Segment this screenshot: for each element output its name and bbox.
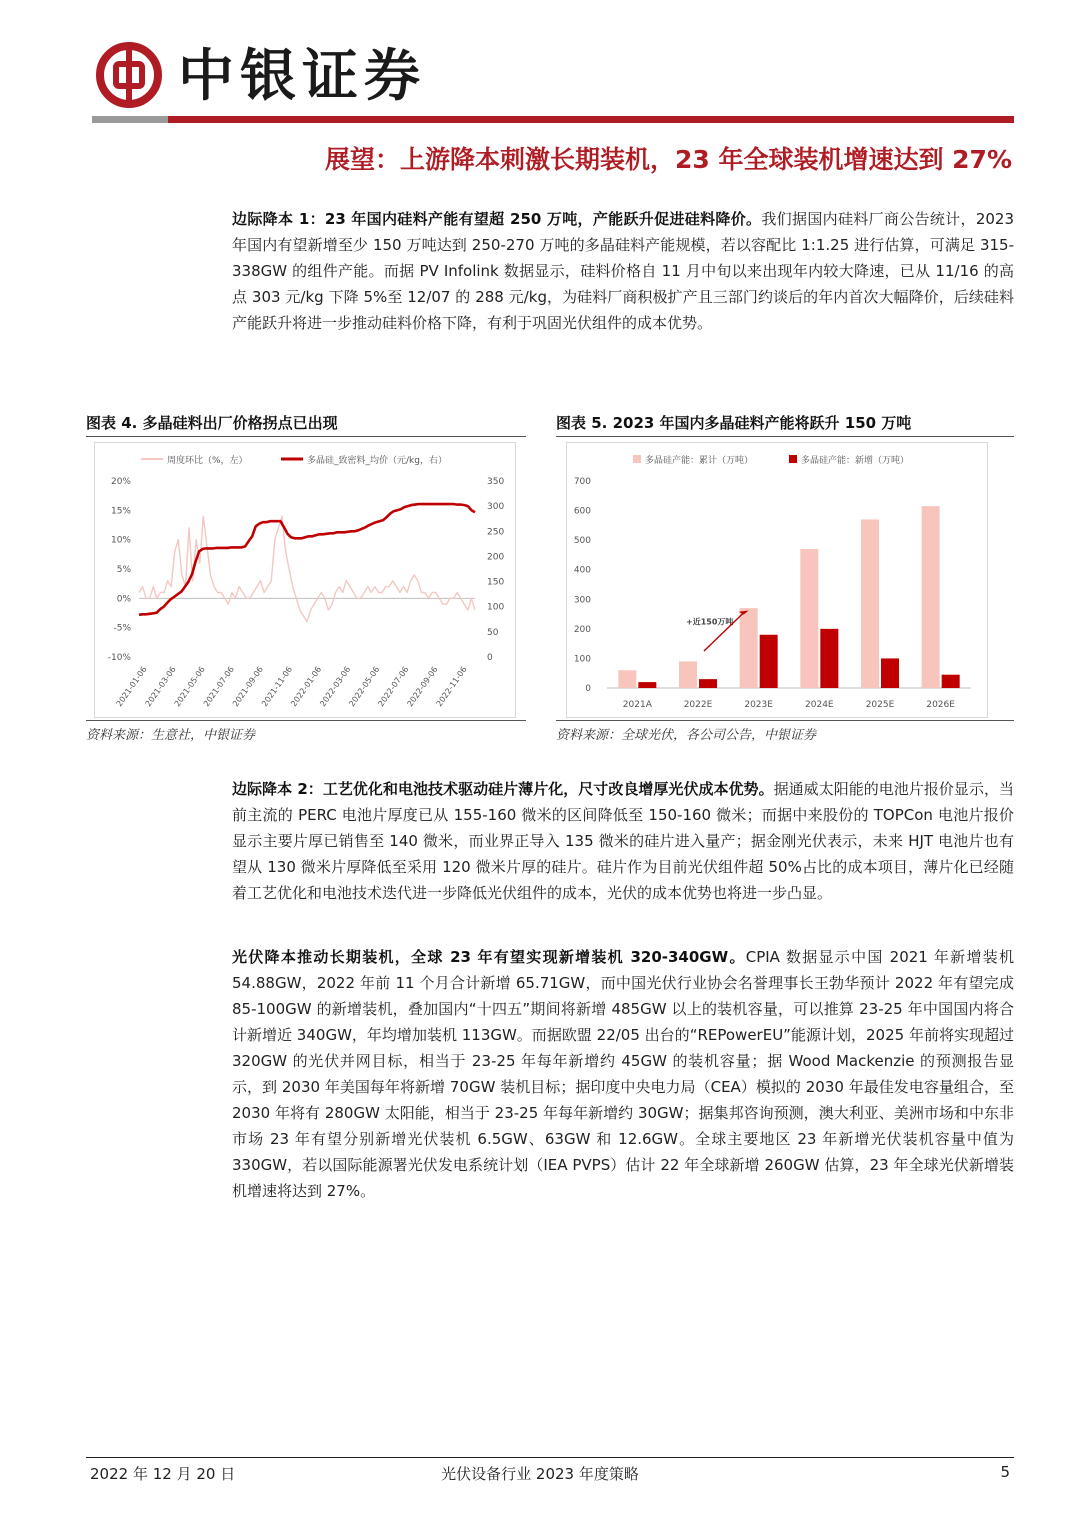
- legend-label-price: 多晶硅_致密料_均价（元/kg，右）: [307, 456, 447, 466]
- x-axis-tick-label: 2022-09-06: [405, 664, 440, 709]
- figure-4-top-rule: [86, 436, 526, 437]
- y-axis-tick-label: 500: [573, 536, 591, 547]
- bar-cumulative: [922, 506, 940, 688]
- paragraph-3-lead: 光伏降本推动长期装机，全球 23 年有望实现新增装机 320-340GW。: [232, 948, 746, 966]
- figure-4-chart: [94, 442, 516, 718]
- footer-rule: [86, 1457, 1014, 1458]
- header-rule-grey: [92, 116, 168, 123]
- capacity-jump-annotation: +近150万吨: [686, 617, 734, 627]
- bar-cumulative: [679, 661, 697, 688]
- x-axis-category-label: 2024E: [805, 700, 834, 710]
- left-axis-tick-label: -5%: [113, 623, 131, 634]
- weekly-change-series-line: [139, 516, 475, 622]
- y-axis-tick-label: 600: [573, 506, 591, 517]
- page-number: 5: [1000, 1463, 1010, 1481]
- bar-new: [699, 679, 717, 688]
- bar-cumulative: [740, 608, 758, 688]
- figure-4-bottom-rule: [86, 720, 526, 721]
- right-axis-tick-label: 100: [487, 602, 505, 613]
- bar-new: [881, 658, 899, 688]
- paragraph-1-body: 我们据国内硅料厂商公告统计，2023 年国内有望新增至少 150 万吨达到 250-270 万吨的多晶硅料产能规模，若以容配比 1:1.25 进行估算，可满足 315-338GW 的组件产能。而据 PV Infolink 数据显示，硅料价格自 11 月中旬以来出现年内较大降速，已从 11/16 的高点 303 元/kg 下降 5%至 12/07 的 288 元/kg，为硅料厂商积极扩产且三部门约谈后的年内首次大幅降价，后续硅料产能跃升将进一步推动硅料价格下降，有利于巩固光伏组件的成本优势。: [232, 210, 1014, 332]
- right-axis-tick-label: 300: [487, 502, 505, 513]
- footer-title: 光伏设备行业 2023 年度策略: [441, 1465, 639, 1483]
- y-axis-tick-label: 300: [573, 595, 591, 606]
- paragraph-2-body: 据通威太阳能的电池片报价显示，当前主流的 PERC 电池片厚度已从 155-160 微米的区间降低至 150-160 微米；而据中来股份的 TOPCon 电池片报价显示主要片厚已销售至 140 微米，而业界正导入 135 微米的硅片进入量产；据金刚光伏表示，未来 HJT 电池片也有望从 130 微米片厚降低至采用 120 微米片厚的硅片。硅片作为目前光伏组件超 50%占比的成本项目，薄片化已经随着工艺优化和电池技术迭代进一步降低光伏组件的成本，光伏的成本优势也将进一步凸显。: [232, 780, 1014, 902]
- left-axis-tick-label: 15%: [110, 506, 131, 517]
- x-axis-tick-label: 2021-03-06: [143, 664, 178, 709]
- bar-new: [820, 629, 838, 688]
- x-axis-category-label: 2021A: [622, 700, 652, 710]
- y-axis-tick-label: 400: [573, 565, 591, 576]
- price-line-chart: [95, 443, 515, 717]
- x-axis-tick-label: 2022-11-06: [434, 664, 469, 709]
- legend-label-cumulative: 多晶硅产能：累计（万吨）: [645, 456, 754, 466]
- right-axis-tick-label: 50: [487, 627, 499, 638]
- bar-cumulative: [618, 670, 636, 688]
- paragraph-1: [232, 206, 1014, 336]
- x-axis-tick-label: 2022-01-06: [289, 664, 324, 709]
- legend-label-weekly-change: 周度环比（%，左）: [167, 456, 248, 466]
- right-axis-tick-label: 0: [487, 653, 493, 663]
- legend-swatch-cumulative: [633, 455, 641, 463]
- y-axis-tick-label: 100: [573, 654, 591, 665]
- left-axis-tick-label: 20%: [110, 477, 131, 487]
- x-axis-tick-label: 2022-07-06: [376, 664, 411, 709]
- x-axis-tick-label: 2021-07-06: [201, 664, 236, 709]
- header-rule-red: [168, 116, 1014, 123]
- x-axis-tick-label: 2022-03-06: [318, 664, 353, 709]
- paragraph-3-body: CPIA 数据显示中国 2021 年新增装机 54.88GW，2022 年前 11 个月合计新增 65.71GW，而中国光伏行业协会名誉理事长王勃华预计 2022 年有望完成 85-100GW 的新增装机，叠加国内“十四五”期间将新增 485GW 以上的装机容量，可以推算 23-25 年中国国内将合计新增近 340GW，年均增加装机 113GW。而据欧盟 22/05 出台的“REPowerEU”能源计划，2025 年前将实现超过 320GW 的光伏并网目标，相当于 23-25 年每年新增约 45GW 的装机容量；据 Wood Mackenzie 的预测报告显示，到 2030 年美国每年将新增 70GW 装机目标；据印度中央电力局（CEA）模拟的 2030 年最佳发电容量组合，至 2030 年将有 280GW 太阳能，相当于 23-25 年每年新增约 30GW；据集邦咨询预测，澳大利亚、美洲市场和中东非市场 23 年有望分别新增光伏装机 6.5GW、63GW 和 12.6GW。全球主要地区 23 年新增光伏装机容量中值为 330GW，若以国际能源署光伏发电系统计划（IEA PVPS）估计 22 年全球新增 260GW 估算，23 年全球光伏新增装机增速将达到 27%。: [232, 948, 1014, 1200]
- bar-cumulative: [800, 549, 818, 688]
- left-axis-tick-label: -10%: [107, 653, 131, 663]
- x-axis-category-label: 2023E: [744, 700, 773, 710]
- left-axis-tick-label: 10%: [110, 535, 131, 546]
- paragraph-2: [232, 776, 1014, 906]
- left-axis-tick-label: 5%: [116, 565, 131, 575]
- bank-of-china-logo-icon: [96, 42, 162, 108]
- figure-4-source: 资料来源：生意社，中银证券: [86, 728, 256, 743]
- brand-name: 中银证券: [178, 43, 426, 109]
- bar-new: [760, 635, 778, 688]
- figure-5-chart: [566, 442, 988, 718]
- bar-new: [638, 682, 656, 688]
- x-axis-category-label: 2026E: [926, 700, 955, 710]
- left-axis-tick-label: 0%: [116, 594, 131, 605]
- bar-cumulative: [861, 519, 879, 688]
- figure-5-title: 图表 5. 2023 年国内多晶硅料产能将跃升 150 万吨: [556, 414, 912, 432]
- paragraph-2-lead: 边际降本 2：工艺优化和电池技术驱动硅片薄片化，尺寸改良增厚光伏成本优势。: [232, 780, 774, 798]
- footer-date: 2022 年 12 月 20 日: [90, 1465, 236, 1483]
- paragraph-3: [232, 944, 1014, 1204]
- right-axis-tick-label: 350: [487, 477, 505, 487]
- legend-swatch-new: [789, 455, 797, 463]
- right-axis-tick-label: 200: [487, 552, 505, 563]
- x-axis-tick-label: 2022-05-06: [347, 664, 382, 709]
- x-axis-tick-label: 2021-09-06: [230, 664, 266, 709]
- figure-4-title: 图表 4. 多晶硅料出厂价格拐点已出现: [86, 414, 338, 432]
- capacity-bar-chart: [567, 443, 987, 717]
- y-axis-tick-label: 0: [585, 684, 591, 694]
- y-axis-tick-label: 700: [573, 477, 591, 487]
- section-headline: 展望：上游降本刺激长期装机，23 年全球装机增速达到 27%: [324, 145, 1012, 174]
- x-axis-category-label: 2025E: [865, 700, 895, 710]
- x-axis-tick-label: 2021-11-06: [260, 664, 295, 709]
- figure-5-top-rule: [556, 436, 1014, 437]
- y-axis-tick-label: 200: [573, 624, 591, 635]
- legend-label-new: 多晶硅产能：新增（万吨）: [801, 456, 910, 466]
- paragraph-1-lead: 边际降本 1：23 年国内硅料产能有望超 250 万吨，产能跃升促进硅料降价。: [232, 210, 762, 228]
- right-axis-tick-label: 250: [487, 527, 505, 538]
- x-axis-tick-label: 2021-01-06: [114, 664, 149, 709]
- x-axis-tick-label: 2021-05-06: [172, 664, 207, 709]
- figure-5-bottom-rule: [556, 720, 1014, 721]
- bar-new: [942, 675, 960, 688]
- figure-5-source: 资料来源：全球光伏，各公司公告，中银证券: [556, 728, 817, 743]
- right-axis-tick-label: 150: [487, 577, 505, 588]
- x-axis-category-label: 2022E: [683, 700, 713, 710]
